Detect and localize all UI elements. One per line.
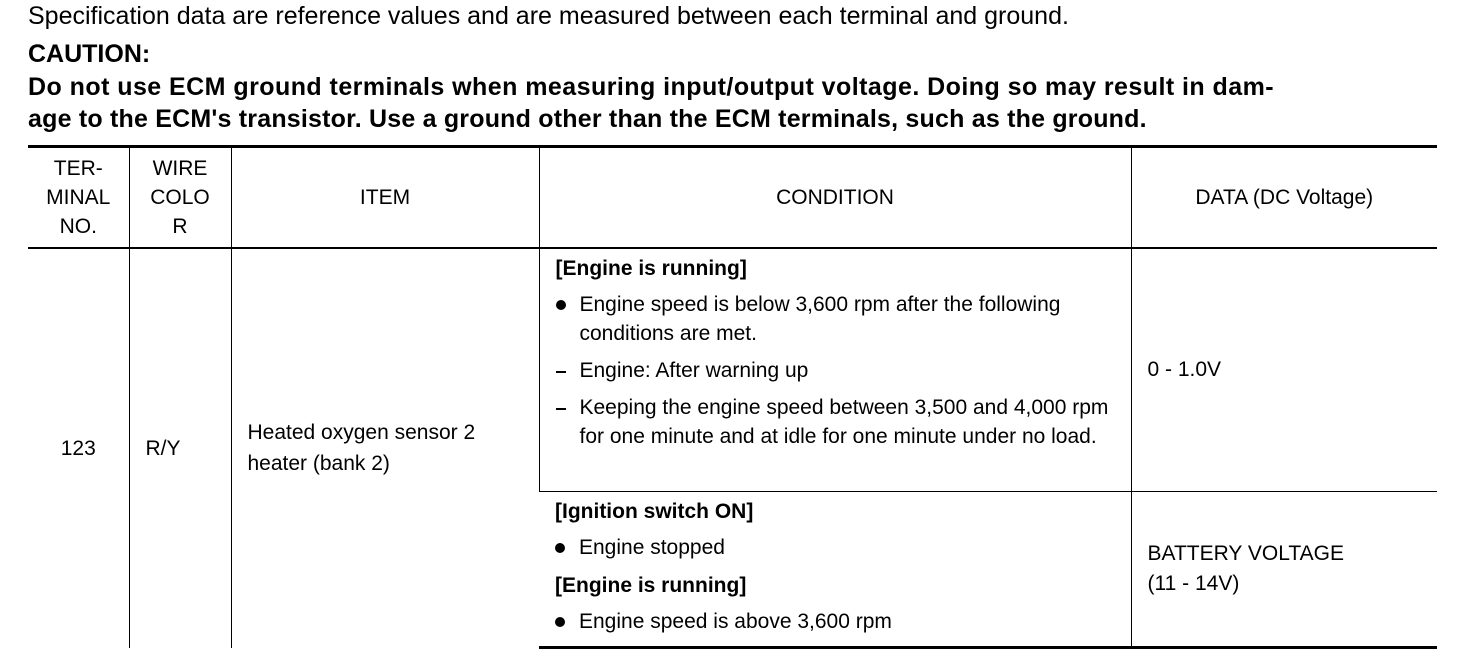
condition-cell bbox=[539, 492, 1131, 648]
item-line: Heated oxygen sensor 2 bbox=[247, 421, 476, 444]
header-condition: CONDITION bbox=[539, 147, 1131, 248]
bullet-icon bbox=[556, 300, 566, 310]
condition-cell bbox=[539, 248, 1131, 492]
condition-heading: [Ignition switch ON] bbox=[555, 500, 754, 523]
table-header-row bbox=[28, 147, 1437, 248]
caution-text-line-1: Do not use ECM ground terminals when measuring input/output voltage. Doing so may result in dam- bbox=[28, 73, 1275, 101]
data-value-line: (11 - 14V) bbox=[1147, 572, 1240, 595]
data-value-line: BATTERY VOLTAGE bbox=[1147, 542, 1344, 565]
header-item: ITEM bbox=[231, 147, 539, 248]
wire-color-cell: R/Y bbox=[129, 248, 231, 648]
condition-heading: [Engine is running] bbox=[555, 574, 747, 597]
condition-bullet-item bbox=[555, 533, 1117, 562]
caution-title: CAUTION: bbox=[28, 40, 151, 68]
header-terminal-no bbox=[28, 147, 129, 248]
intro-text: Specification data are reference values and are measured between each terminal and ground. bbox=[28, 2, 1069, 30]
condition-bullet-item bbox=[556, 290, 1117, 348]
terminal-number-cell: 123 bbox=[60, 436, 96, 460]
header-terminal-line: NO. bbox=[59, 214, 97, 238]
condition-text: Engine stopped bbox=[579, 536, 725, 559]
condition-dash-item bbox=[556, 356, 1117, 385]
bullet-icon bbox=[555, 617, 565, 627]
data-cell bbox=[1131, 248, 1437, 492]
header-terminal-line: MINAL bbox=[46, 185, 111, 209]
condition-heading: [Engine is running] bbox=[555, 256, 747, 280]
condition-text: Engine: After warning up bbox=[579, 358, 809, 382]
header-wire-color bbox=[129, 147, 231, 248]
data-cell bbox=[1131, 492, 1437, 648]
condition-bullet-item bbox=[555, 607, 1117, 636]
condition-text: Keeping the engine speed between 3,500 and 4,000 rpm for one minute and at idle for one minute under no load. bbox=[579, 395, 1109, 448]
condition-text: Engine speed is below 3,600 rpm after the following conditions are met. bbox=[579, 292, 1061, 345]
table-row bbox=[28, 248, 1437, 492]
caution-text-line-2: age to the ECM's transistor. Use a ground other than the ECM terminals, such as the ground. bbox=[28, 105, 1147, 133]
header-data: DATA (DC Voltage) bbox=[1131, 147, 1437, 248]
header-wire-line: R bbox=[172, 214, 188, 238]
dash-icon bbox=[556, 371, 566, 373]
bullet-icon bbox=[555, 543, 565, 553]
terminal-spec-table bbox=[28, 145, 1437, 649]
header-wire-line: WIRE bbox=[152, 156, 208, 180]
item-line: heater (bank 2) bbox=[247, 452, 390, 475]
data-value-line: 0 - 1.0V bbox=[1147, 357, 1222, 381]
header-wire-line: COLO bbox=[150, 185, 210, 209]
condition-text: Engine speed is above 3,600 rpm bbox=[579, 610, 892, 633]
condition-dash-item bbox=[556, 393, 1117, 451]
item-cell bbox=[231, 248, 539, 648]
dash-icon bbox=[556, 408, 566, 410]
header-terminal-line: TER- bbox=[53, 156, 103, 180]
